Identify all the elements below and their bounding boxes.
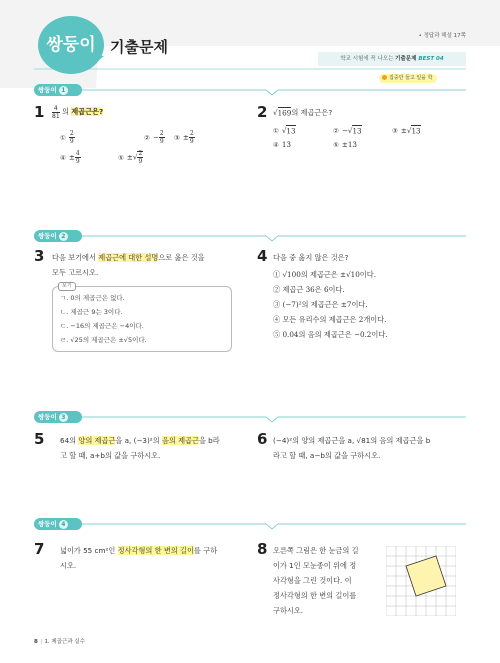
section-pill: 쌍둥이 4 <box>34 518 82 530</box>
problem-7-text: 넓이가 55 cm²인 정사각형의 한 변의 길이를 구하 시오. <box>60 546 218 570</box>
choice-4[interactable]: ④ 모든 유리수의 제곱근은 2개이다. <box>273 315 387 324</box>
section-divider <box>34 518 466 530</box>
page-footer: 8 | 1. 제곱근과 실수 <box>34 639 86 645</box>
dot-icon <box>382 75 387 80</box>
choice-4[interactable]: ④ ± $\frac{4}{9}$ <box>60 150 80 165</box>
choice-3[interactable]: ③ (−7)²의 제곱근은 ±7이다. <box>273 300 368 309</box>
page-title: 기출문제 <box>110 38 168 56</box>
choice-5[interactable]: ⑤ ±13 <box>333 140 357 149</box>
problem-4-text: 다음 중 옳지 않은 것은? <box>273 253 349 262</box>
choice-2[interactable]: ② − $\frac{2}{9}$ <box>144 130 164 145</box>
problem-5-text: 64의 양의 제곱근을 a, (−3)²의 음의 제곱근을 b라 고 할 때, a+b의 값을 구하시오. <box>60 436 220 460</box>
problem-number: 1 <box>34 103 45 121</box>
bogi-item: ㄹ. √25의 제곱근은 ±√5이다. <box>60 336 147 344</box>
choice-1[interactable]: ① √13 <box>273 126 296 135</box>
section-pill: 쌍둥이 2 <box>34 230 82 242</box>
bogi-item: ㄷ. −16의 제곱근은 −4이다. <box>60 322 144 330</box>
choice-4[interactable]: ④ 13 <box>273 140 291 149</box>
section-pill: 쌍둥이 3 <box>34 411 82 423</box>
problem-1-text: $\frac{4}{81}$ 의 제곱근은? <box>52 104 104 120</box>
subtitle-banner: 학교 시험에 꼭 나오는 기출문제 BEST 04 <box>318 52 466 66</box>
section-divider <box>34 230 466 242</box>
problem-8-text: 오른쪽 그림은 한 눈금의 길 이가 1인 모눈종이 위에 정 사각형을 그린 것이다. 이 정사각형의 한 변의 길이를 구하시오. <box>273 546 359 615</box>
choice-2[interactable]: ② 제곱근 36은 6이다. <box>273 285 345 294</box>
section-bar-4 <box>34 518 466 530</box>
problem-number: 5 <box>34 430 45 448</box>
problem-number: 6 <box>257 430 268 448</box>
problem-3-text: 다음 보기에서 제곱근에 대한 설명으로 옳은 것을 모두 고르시오. <box>52 253 205 277</box>
fraction: $\frac{4}{81}$ <box>52 104 60 120</box>
problem-2-text: √169의 제곱근은? <box>273 108 333 117</box>
choice-3[interactable]: ③ ±√13 <box>392 126 421 135</box>
problem-number: 2 <box>257 103 268 121</box>
section-divider <box>34 411 466 423</box>
section-bar-3 <box>34 411 466 423</box>
bogi-label: 보기 <box>58 282 76 291</box>
section-bar-2 <box>34 230 466 242</box>
answer-reference: • 정답과 해설 17쪽 <box>418 33 466 39</box>
bogi-item: ㄱ. 0의 제곱근은 없다. <box>60 294 125 302</box>
section-pill: 쌍둥이 1 <box>34 84 82 96</box>
choice-2[interactable]: ② −√13 <box>333 126 362 135</box>
choice-5[interactable]: ⑤ 0.04의 음의 제곱근은 −0.2이다. <box>273 330 388 339</box>
problem-number: 8 <box>257 540 268 558</box>
problem-number: 4 <box>257 247 268 265</box>
twin-badge: 쌍둥이 <box>38 16 104 74</box>
problem-number: 7 <box>34 540 45 558</box>
section-bar-1 <box>34 84 466 96</box>
choice-3[interactable]: ③ ± $\frac{2}{9}$ <box>174 130 194 145</box>
bogi-item: ㄴ. 제곱근 9는 3이다. <box>60 308 123 316</box>
choice-5[interactable]: ⑤ ±√ $\frac{2}{9}$ <box>118 150 143 165</box>
must-see-tag: 집중만 들고 일을 학 <box>379 74 437 83</box>
problem-6-text: (−4)²의 양의 제곱근을 a, √81의 음의 제곱근을 b 라고 할 때, a−b의 값을 구하시오. <box>273 436 431 460</box>
grid-figure <box>386 546 456 616</box>
section-divider <box>34 84 466 96</box>
problem-number: 3 <box>34 247 45 265</box>
choice-1[interactable]: ① √100의 제곱근은 ±√10이다. <box>273 270 376 279</box>
choice-1[interactable]: ① $\frac{2}{9}$ <box>60 130 74 145</box>
